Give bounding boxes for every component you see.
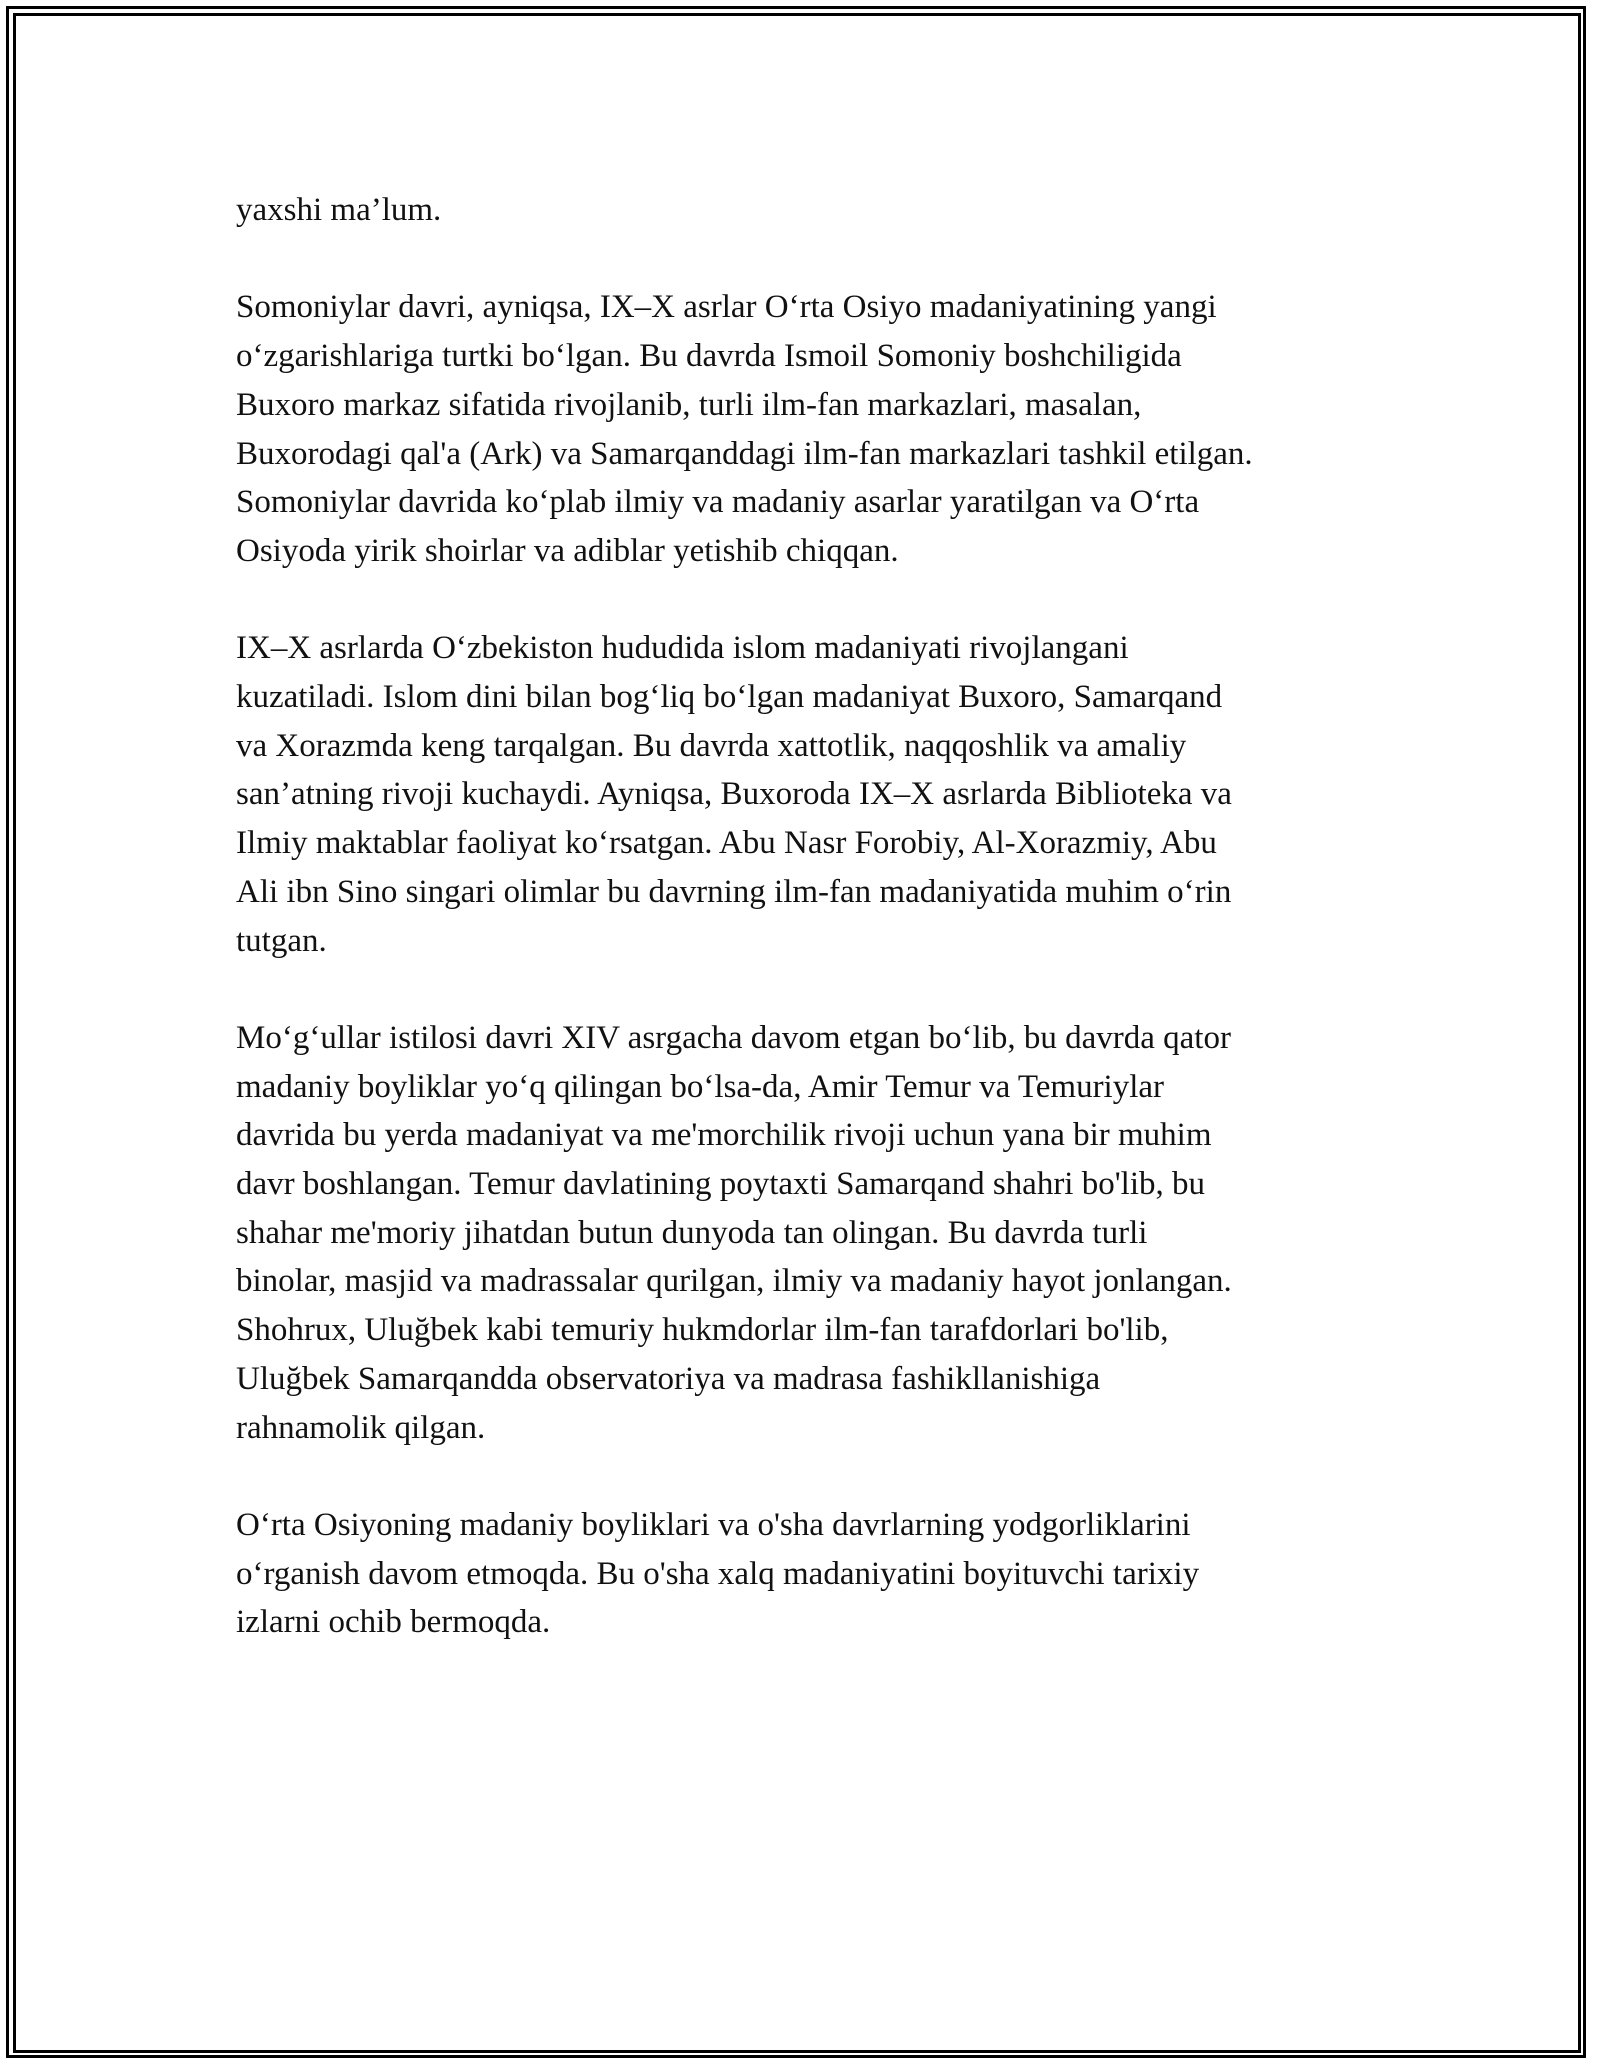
text-line: Somoniylar davrida ko‘plab ilmiy va madaniy asarlar yaratilgan va O‘rta xyxy=(236,484,1200,521)
text-line: madaniy boyliklar yo‘q qilingan bo‘lsa-da, Amir Temur va Temuriylar xyxy=(236,1068,1165,1105)
text-line: Ali ibn Sino singari olimlar bu davrning ilm-fan madaniyatida muhim o‘rin xyxy=(236,873,1232,910)
text-line: Mo‘g‘ullar istilosi davri XIV asrgacha davom etgan bo‘lib, bu davrda qator xyxy=(236,1019,1231,1056)
text-line: davr boshlangan. Temur davlatining poytaxti Samarqand shahri bo'lib, bu xyxy=(236,1166,1206,1203)
text-line: Uluğbek Samarqandda observatoriya va madrasa fashikllanishiga xyxy=(236,1360,1101,1397)
paragraph-3 xyxy=(236,624,1376,965)
paragraph-2 xyxy=(236,283,1376,575)
text-line: kuzatiladi. Islom dini bilan bog‘liq bo‘lgan madaniyat Buxoro, Samarqand xyxy=(236,679,1223,715)
text-line: yaxshi ma’lum. xyxy=(236,192,442,228)
text-line: Osiyoda yirik shoirlar va adiblar yetishib chiqqan. xyxy=(236,532,899,569)
text-line: o‘zgarishlariga turtki bo‘lgan. Bu davrda Ismoil Somoniy boshchiligida xyxy=(236,338,1182,375)
text-line: tutgan. xyxy=(236,922,327,959)
text-line: shahar me'moriy jihatdan butun dunyoda tan olingan. Bu davrda turli xyxy=(236,1214,1148,1251)
paragraph-4 xyxy=(236,1014,1376,1452)
document-body xyxy=(236,186,1376,1696)
paragraph-5 xyxy=(236,1501,1376,1647)
text-line: san’atning rivoji kuchaydi. Ayniqsa, Buxoroda IX–X asrlarda Biblioteka va xyxy=(236,776,1232,813)
text-line: davrida bu yerda madaniyat va me'morchilik rivoji uchun yana bir muhim xyxy=(236,1117,1212,1154)
text-line: Buxoro markaz sifatida rivojlanib, turli ilm-fan markazlari, masalan, xyxy=(236,386,1142,423)
text-line: Somoniylar davri, ayniqsa, IX–X asrlar O‘rta Osiyo madaniyatining yangi xyxy=(236,289,1217,326)
text-line: O‘rta Osiyoning madaniy boyliklari va o'sha davrlarning yodgorliklarini xyxy=(236,1506,1191,1543)
text-line: Buxorodagi qal'a (Ark) va Samarqanddagi ilm-fan markazlari tashkil etilgan. xyxy=(236,435,1253,472)
text-line: Ilmiy maktablar faoliyat ko‘rsatgan. Abu Nasr Forobiy, Al-Xorazmiy, Abu xyxy=(236,825,1217,862)
text-line: o‘rganish davom etmoqda. Bu o'sha xalq madaniyatini boyituvchi tarixiy xyxy=(236,1555,1200,1592)
text-line: rahnamolik qilgan. xyxy=(236,1409,486,1446)
text-line: va Xorazmda keng tarqalgan. Bu davrda xattotlik, naqqoshlik va amaliy xyxy=(236,727,1187,764)
text-line: izlarni ochib bermoqda. xyxy=(236,1604,551,1641)
text-line: IX–X asrlarda O‘zbekiston hududida islom madaniyati rivojlangani xyxy=(236,630,1129,667)
text-line: Shohrux, Uluğbek kabi temuriy hukmdorlar ilm-fan tarafdorlari bo'lib, xyxy=(236,1312,1169,1349)
paragraph-1 xyxy=(236,186,1376,235)
text-line: binolar, masjid va madrassalar qurilgan, ilmiy va madaniy hayot jonlangan. xyxy=(236,1263,1232,1300)
